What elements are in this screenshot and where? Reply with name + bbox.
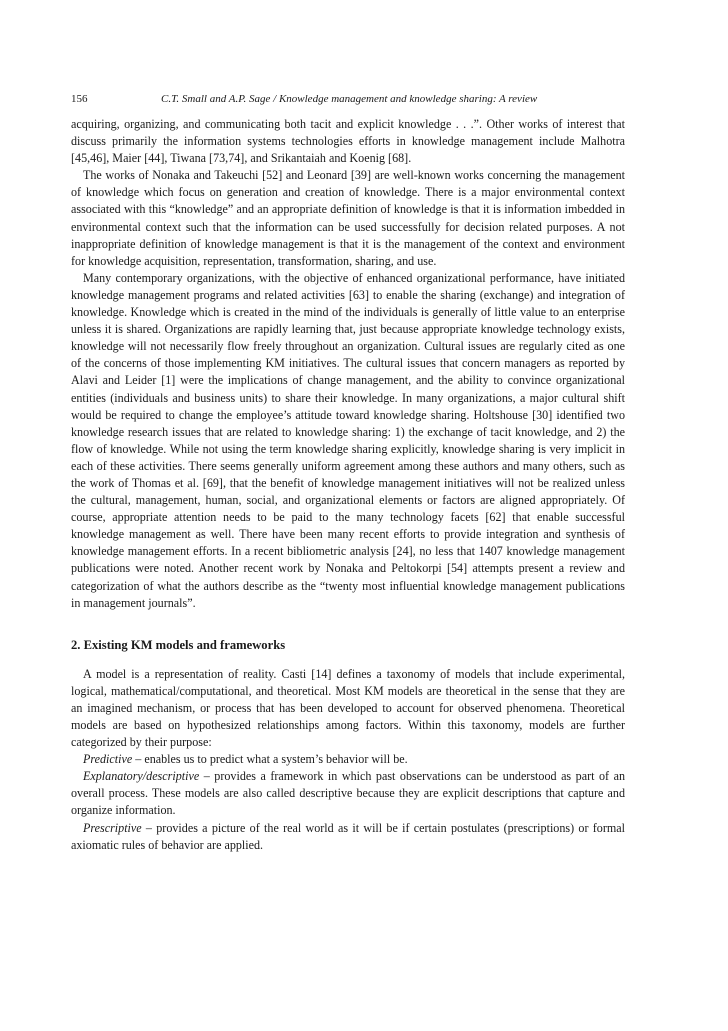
running-title: C.T. Small and A.P. Sage / Knowledge management and knowledge sharing: A review <box>161 93 538 105</box>
definition-item <box>71 751 625 768</box>
definition-item <box>71 820 625 854</box>
paragraph: Many contemporary organizations, with the objective of enhanced organizational performance, have initiated knowledge management programs and related activities [63] to enable the sharing (exchange) and integration of knowledge. Knowledge which is created in the mind of the individuals is generally of little value to an enterprise unless it is shared. Organizations are rapidly learning that, just because appropriate knowledge technology exists, knowledge will not necessarily flow freely throughout an organization. Cultural issues are regularly cited as one of the concerns of those implementing KM initiatives. The cultural issues that concern managers as reported by Alavi and Leider [1] were the implications of change management, and the ability to convince organizational entities (individuals and business units) to share their knowledge. In many organizations, a major cultural shift would be required to change the employee’s attitude toward knowledge sharing. Holtshouse [30] identified two knowledge research issues that are related to knowledge sharing: 1) the exchange of tacit knowledge, and 2) the flow of knowledge. While not using the term knowledge sharing explicitly, knowledge sharing is very implicit in each of these activities. There seems generally uniform agreement among these authors and many others, such as the work of Thomas et al. [69], that the benefit of knowledge management initiatives will not be realized unless the cultural, management, human, social, and organizational elements or factors are aligned appropriately. Of course, appropriate attention needs to be paid to the many technology facets [62] that enable successful knowledge management as well. There have been many recent efforts to provide integration and synthesis of knowledge management efforts. In a recent bibliometric analysis [24], no less that 1407 knowledge management publications were noted. Another recent work by Nonaka and Peltokorpi [54] attempts present a review and categorization of what the authors describe as the “twenty most influential knowledge management publications in management journals”. <box>71 270 625 610</box>
page-number: 156 <box>71 93 88 105</box>
definition-item <box>71 768 625 819</box>
definition-term: Prescriptive <box>83 820 142 835</box>
definition-text: – enables us to predict what a system’s behavior will be. <box>132 752 408 767</box>
definition-term: Explanatory/descriptive <box>83 769 200 784</box>
definition-text: – provides a picture of the real world as it will be if certain postulates (prescriptions) or formal axiomatic rules of behavior are applied. <box>71 820 625 852</box>
definition-text: – provides a framework in which past observations can be understood as part of an overall process. These models are also called descriptive because they are explicit descriptions that capture and organize information. <box>71 769 625 818</box>
paragraph-continued: acquiring, organizing, and communicating both tacit and explicit knowledge . . .”. Other works of interest that discuss primarily the information systems technologies efforts in knowledge management include Malhotra [45,46], Maier [44], Tiwana [73,74], and Srikantaiah and Koenig [68]. <box>71 117 625 166</box>
section-heading: 2. Existing KM models and frameworks <box>71 637 286 652</box>
definition-term: Predictive <box>83 752 133 767</box>
page-body <box>71 92 625 854</box>
section-intro: A model is a representation of reality. Casti [14] defines a taxonomy of models that include experimental, logical, mathematical/computational, and theoretical. Most KM models are theoretical in the sense that they are an imagined mechanism, or process that has been developed to account for observed phenomena. Theoretical models are based on hypothesized relationships among factors. Within this taxonomy, models are further categorized by their purpose: <box>71 666 625 750</box>
running-header <box>71 92 625 106</box>
paragraph: The works of Nonaka and Takeuchi [52] and Leonard [39] are well-known works concerning the management of knowledge which focus on generation and creation of knowledge. There is a major environmental context associated with this “knowledge” and an appropriate definition of knowledge is that it is information imbedded in environmental context such that the information can be used successfully for decision related purposes. A not inappropriate definition of knowledge management is that it is the management of the context and environment for knowledge acquisition, representation, transformation, sharing, and use. <box>71 168 625 268</box>
